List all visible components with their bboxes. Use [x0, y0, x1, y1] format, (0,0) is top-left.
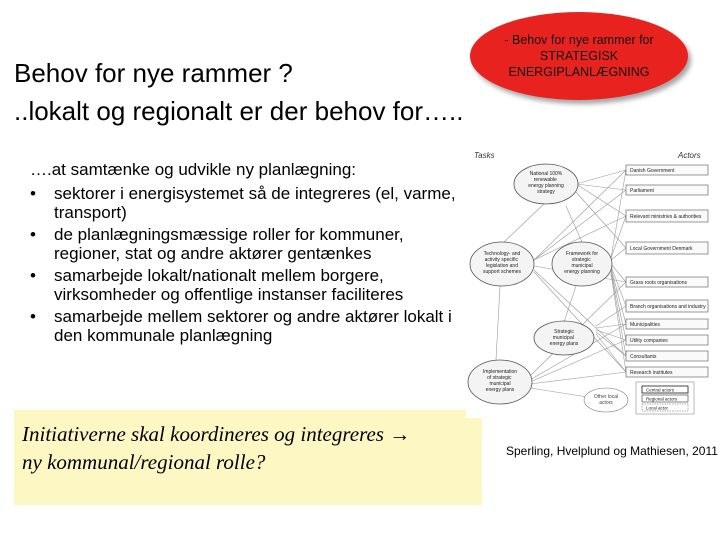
slide-title-line2: ..lokalt og regionalt er der behov for…..	[14, 96, 464, 126]
task-framework	[552, 242, 612, 286]
actor-label: Danish Government	[630, 168, 675, 174]
task-implementation	[468, 360, 532, 404]
actor-label: Local Government Denmark	[630, 246, 693, 252]
legend-label: Regional actors	[646, 396, 678, 402]
tasks-header: Tasks	[474, 151, 495, 160]
strategic-planning-badge	[470, 12, 688, 100]
callout-line1: Initiativerne skal koordineres og integreres →	[22, 422, 411, 446]
actor-label: Grass roots organisations	[630, 280, 687, 286]
actor-label: Branch organisations and industry	[630, 304, 706, 310]
callout-box	[14, 410, 482, 505]
bullet-marker: •	[30, 225, 36, 244]
bullet-marker: •	[30, 184, 36, 203]
legend-label: Local actor	[646, 405, 669, 411]
bullet-item	[30, 307, 470, 345]
bullet-list	[30, 184, 470, 348]
actor-label: Parliament	[630, 188, 654, 194]
bullet-item	[30, 266, 470, 304]
actors-header: Actors	[678, 151, 701, 160]
task-label: Implementation of strategic municipal energy plans	[482, 369, 518, 393]
bullet-text: sektorer i energisystemet så de integreres (el, varme, transport)	[54, 184, 456, 222]
bullet-item	[30, 225, 470, 263]
task-label: Strategic municipal energy plans	[549, 329, 579, 347]
bullet-text: de planlægningsmæssige roller for kommuner, regioner, stat og andre aktører gentænkes	[54, 225, 404, 263]
task-technology-legislation	[470, 242, 534, 286]
task-strategic-plans	[534, 321, 594, 355]
actor-label: Research institutes	[630, 370, 673, 376]
bullet-marker: •	[30, 266, 36, 285]
bullet-text: samarbejde mellem sektorer og andre aktører lokalt i den kommunale planlægning	[54, 307, 452, 345]
bullet-text: samarbejde lokalt/nationalt mellem borgere, virksomheder og offentlige instanser faciliteres	[54, 266, 404, 304]
intro-text: ….at samtænke og udvikle ny planlægning:	[30, 160, 357, 179]
actor-label: Utility companies	[630, 338, 668, 344]
callout-line2: ny kommunal/regional rolle?	[22, 450, 266, 474]
slide-title-line1: Behov for nye rammer ?	[14, 58, 293, 88]
bullet-item	[30, 184, 470, 222]
diagram-legend	[636, 382, 694, 414]
bullet-marker: •	[30, 307, 36, 326]
citation: Sperling, Hvelplund og Mathiesen, 2011	[506, 444, 718, 458]
actor-label: Municipalities	[630, 322, 661, 328]
task-label: National 100% renewable energy planning strategy	[528, 171, 564, 195]
task-label: Technology- and activity specific legislation and support schemes	[482, 251, 522, 275]
task-other-actors	[584, 388, 628, 412]
legend-label: Central actors	[646, 387, 675, 393]
actor-label: Relevant ministries & authorities	[630, 214, 702, 220]
task-label: Other local actors	[593, 394, 619, 406]
actor-label: Consultants	[630, 354, 657, 360]
task-label: Framework for strategic municipal energy planning	[564, 251, 600, 275]
badge-text: - Behov for nye rammer for STRATEGISK ENERGIPLANLÆGNING	[504, 33, 654, 79]
task-national-strategy	[514, 164, 578, 204]
tasks-actors-diagram	[466, 146, 712, 418]
callout-text	[22, 420, 410, 476]
